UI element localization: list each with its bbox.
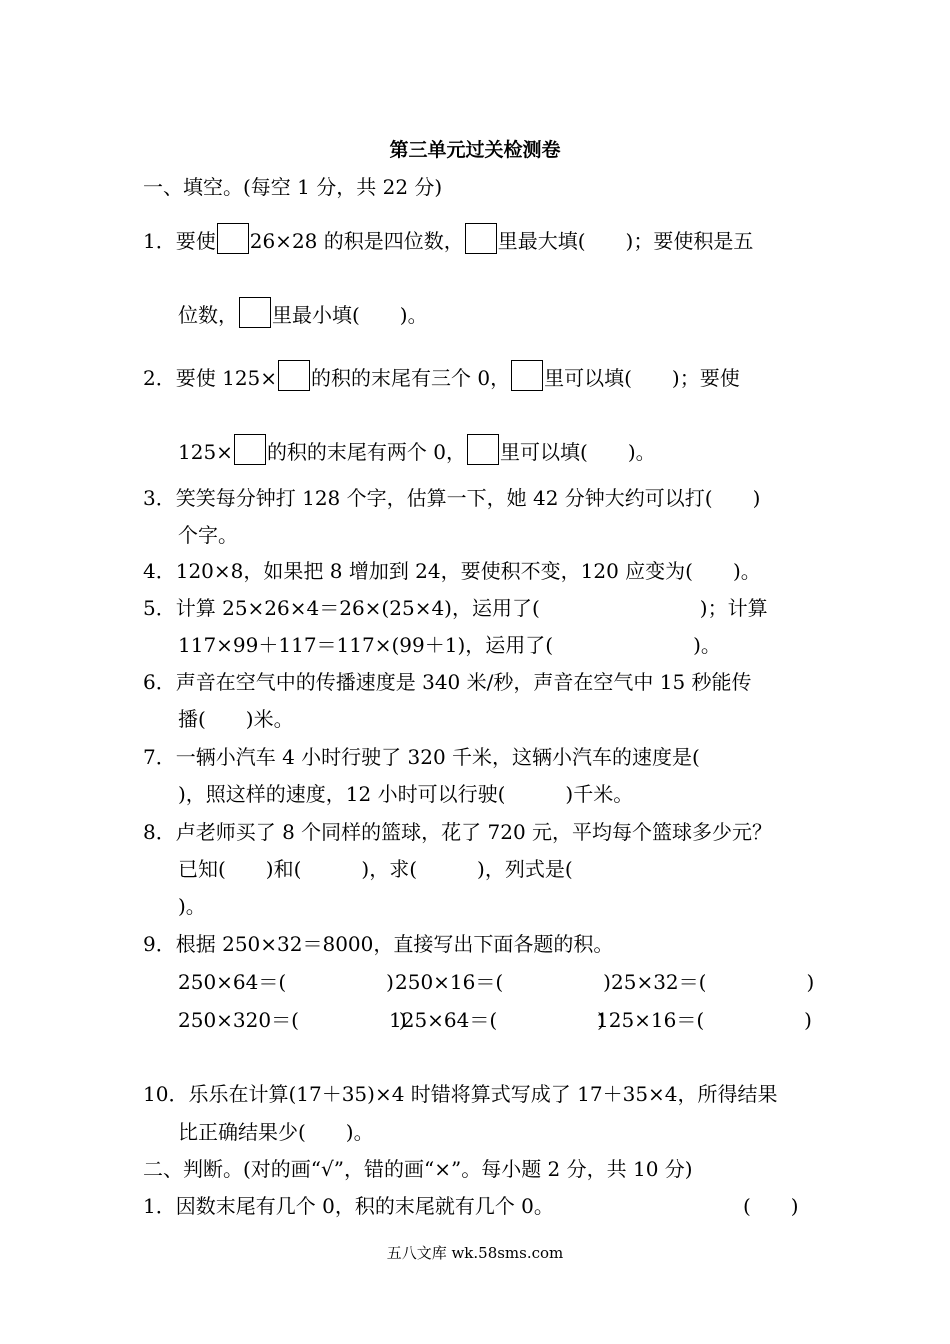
q7-text-1: 一辆小汽车 4 小时行驶了 320 千米，这辆小汽车的速度是( (175, 745, 700, 769)
q8-line3: )。 (178, 894, 206, 918)
q8-text-1: 卢老师买了 8 个同样的篮球，花了 720 元，平均每个篮球多少元？ (175, 820, 773, 844)
q8-line2: 已知( )和( )，求( )，列式是( (178, 857, 573, 881)
q2-line2 (178, 434, 656, 466)
answer-box[interactable] (465, 223, 497, 254)
q3-line2: 个字。 (178, 523, 238, 547)
q9-item: 25×32＝( ) (611, 970, 815, 994)
q2-number: 2． (143, 366, 176, 390)
q2-text-c: 里可以填( )；要使 (544, 366, 740, 390)
q6-number: 6． (143, 670, 176, 694)
q2-text-d: 125× (178, 440, 233, 464)
q5-text-1: 计算 25×26×4＝26×(25×4)，运用了( )；计算 (175, 596, 768, 620)
q1-text-c: 里最大填( )；要使积是五 (497, 229, 754, 253)
q4-line1 (143, 557, 761, 585)
s2-q1-number: 1． (143, 1194, 176, 1218)
q9-item: 250×320＝( ) (178, 1008, 407, 1032)
q8-number: 8． (143, 820, 176, 844)
q1-line2 (178, 297, 428, 329)
q2-text-f: 里可以填( )。 (500, 440, 656, 464)
footer-watermark: 五八文库 wk.58sms.com (386, 1244, 564, 1262)
q1-text-b: 26×28 的积是四位数， (249, 229, 464, 253)
page-title: 第三单元过关检测卷 (389, 139, 561, 161)
section2-heading: 二、判断。(对的画“√”，错的画“×”。每小题 2 分，共 10 分) (143, 1157, 693, 1181)
answer-box[interactable] (511, 360, 543, 391)
q5-line1 (143, 594, 768, 622)
answer-box[interactable] (239, 297, 271, 328)
answer-box[interactable] (278, 360, 310, 391)
q1-text-a: 要使 (175, 229, 216, 253)
s2-q1-text: 因数末尾有几个 0，积的末尾就有几个 0。 (175, 1194, 554, 1218)
q9-line1 (143, 930, 613, 958)
q9-item: 125×64＝( ) (389, 1008, 605, 1032)
q4-number: 4． (143, 559, 176, 583)
q7-line2: )，照这样的速度，12 小时可以行驶( )千米。 (178, 782, 634, 806)
q3-line1 (143, 484, 760, 512)
q9-item: 125×16＝( ) (596, 1008, 812, 1032)
q2-line1 (143, 360, 740, 392)
judge-parens[interactable]: ( ) (743, 1194, 799, 1218)
s2-q1-line (143, 1192, 554, 1220)
q10-line2: 比正确结果少( )。 (178, 1120, 374, 1144)
q1-number: 1． (143, 229, 176, 253)
q9-item: 250×64＝( ) (178, 970, 394, 994)
q7-number: 7． (143, 745, 176, 769)
q5-line2: 117×99＋117＝117×(99＋1)，运用了( )。 (178, 633, 721, 657)
q3-number: 3． (143, 486, 176, 510)
q8-line1 (143, 818, 772, 846)
q2-text-e: 的积的末尾有两个 0， (266, 440, 467, 464)
q7-line1 (143, 743, 700, 771)
q1-line1 (143, 223, 753, 255)
q10-text-1: 乐乐在计算(17＋35)×4 时错将算式写成了 17＋35×4，所得结果 (188, 1082, 778, 1106)
answer-box[interactable] (467, 434, 499, 465)
q6-line1 (143, 668, 752, 696)
q1-text-e: 里最小填( )。 (272, 303, 428, 327)
q6-text-1: 声音在空气中的传播速度是 340 米/秒，声音在空气中 15 秒能传 (175, 670, 752, 694)
q6-line2: 播( )米。 (178, 707, 294, 731)
q10-line1 (143, 1080, 778, 1108)
answer-box[interactable] (217, 223, 249, 254)
q9-text-1: 根据 250×32＝8000，直接写出下面各题的积。 (175, 932, 614, 956)
answer-box[interactable] (234, 434, 266, 465)
q2-text-b: 的积的末尾有三个 0， (311, 366, 511, 390)
section1-heading: 一、填空。(每空 1 分，共 22 分) (143, 175, 443, 199)
q1-text-d: 位数， (178, 303, 238, 327)
q9-number: 9． (143, 932, 176, 956)
q5-number: 5． (143, 596, 176, 620)
q4-text-1: 120×8，如果把 8 增加到 24，要使积不变，120 应变为( )。 (175, 559, 761, 583)
q9-item: 250×16＝( ) (395, 970, 611, 994)
q2-text-a: 要使 125× (175, 366, 278, 390)
q10-number: 10． (143, 1082, 189, 1106)
q3-text-1: 笑笑每分钟打 128 个字，估算一下，她 42 分钟大约可以打( ) (175, 486, 761, 510)
